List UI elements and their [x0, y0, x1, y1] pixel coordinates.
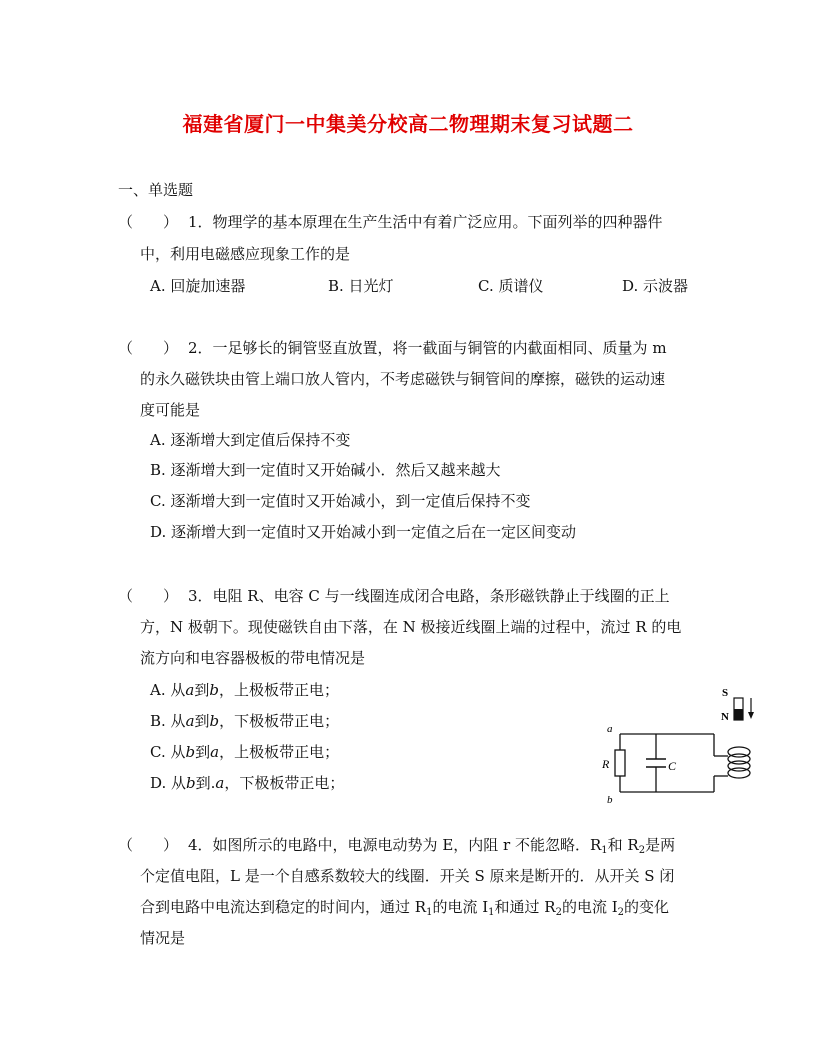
option-text: C. 从 [150, 743, 186, 761]
question-1-option-c: C. 质谱仪 [478, 277, 544, 295]
option-to: a [210, 743, 220, 761]
option-text: A. 从 [150, 681, 186, 699]
question-1-line-2: 中，利用电磁感应现象工作的是 [140, 245, 351, 263]
q4-text: 4．如图所示的电路中，电源电动势为 E，内阻 r 不能忽略．R [188, 836, 602, 854]
q4-text: 的变化 [624, 898, 670, 916]
question-4-paren: （ ） [118, 836, 179, 854]
question-2-option-c: C. 逐渐增大到一定值时又开始减小，到一定值后保持不变 [150, 492, 531, 510]
question-2-line-2: 的永久磁铁块由管上端口放人管内，不考虑磁铁与铜管间的摩擦，磁铁的运动速 [140, 370, 666, 388]
q4-sub: 1 [488, 907, 495, 918]
q4-sub: 2 [617, 907, 625, 918]
option-text: ，下极板带正电； [219, 712, 340, 730]
page-title: 福建省厦门一中集美分校高二物理期末复习试题二 [182, 112, 634, 136]
section-heading: 一、单选题 [118, 181, 194, 199]
label-s: S [722, 687, 729, 699]
q4-text: 和通过 R [494, 898, 556, 916]
label-r: R [602, 757, 610, 771]
falling-arrow-icon [748, 712, 754, 719]
q4-text: 和 R [607, 836, 639, 854]
q4-sub: 2 [555, 907, 562, 918]
question-3-paren: （ ） [118, 587, 179, 605]
resistor [615, 750, 625, 776]
question-3-option-d [150, 773, 344, 793]
magnet-n-pole [734, 709, 743, 720]
coil [728, 747, 750, 778]
question-2-option-d: D. 逐渐增大到一定值时又开始减小到一定值之后在一定区间变动 [150, 523, 577, 541]
label-a: a [607, 723, 613, 735]
question-2-line-3: 度可能是 [140, 401, 201, 419]
label-b: b [607, 794, 613, 806]
q4-text: 合到电路中电流达到稳定的时间内，通过 R [140, 898, 427, 916]
option-text: ，上极板带正电； [219, 743, 340, 761]
question-1-option-b: B. 日光灯 [328, 277, 394, 295]
option-to: a [215, 774, 225, 792]
question-3-option-a [150, 680, 339, 700]
option-text: 到 [194, 681, 210, 699]
option-text: B. 从 [150, 712, 186, 730]
option-from: a [185, 681, 195, 699]
question-4-line-4: 情况是 [140, 929, 186, 947]
question-4-line-2: 个定值电阻，L 是一个自感系数较大的线圈．开关 S 原来是断开的．从开关 S 闭 [140, 867, 675, 885]
q4-text: 的电流 I [432, 898, 489, 916]
q4-text: 的电流 I [561, 898, 618, 916]
q4-sub: 1 [601, 845, 608, 856]
option-text: ，下极板带正电； [224, 774, 345, 792]
question-4-line-3 [140, 897, 669, 923]
question-1-paren: （ ） [118, 213, 179, 231]
question-1-option-a: A. 回旋加速器 [150, 277, 246, 295]
option-text: 到. [195, 774, 216, 792]
question-3-line-1: 3．电阻 R、电容 C 与一线圈连成闭合电路，条形磁铁静止于线圈的正上 [188, 587, 670, 605]
q4-sub: 1 [426, 907, 433, 918]
q4-sub: 2 [638, 845, 646, 856]
question-2-line-1: 2．一足够长的铜管竖直放置，将一截面与铜管的内截面相同、质量为 m [188, 339, 667, 357]
option-text: ，上极板带正电； [218, 681, 339, 699]
question-3-option-c [150, 742, 339, 762]
option-text: 到 [195, 743, 211, 761]
circuit-figure [598, 680, 768, 806]
question-1-option-d: D. 示波器 [622, 277, 689, 295]
option-from: b [185, 743, 196, 761]
question-2-option-a: A. 逐渐增大到定值后保持不变 [150, 431, 351, 449]
question-2-paren: （ ） [118, 339, 179, 357]
label-n: N [721, 711, 729, 723]
question-3-line-3: 流方向和电容器极板的带电情况是 [140, 649, 366, 667]
question-4-line-1 [188, 835, 675, 861]
option-from: b [186, 774, 196, 792]
q4-text: 是两 [645, 836, 676, 854]
option-to: b [209, 712, 220, 730]
question-1-line-1: 1．物理学的基本原理在生产生活中有着广泛应用。下面列举的四种器件 [188, 213, 663, 231]
question-3-line-2: 方，N 极朝下。现使磁铁自由下落，在 N 极接近线圈上端的过程中，流过 R 的电 [140, 618, 682, 636]
question-3-option-b [150, 711, 339, 731]
option-from: a [185, 712, 195, 730]
label-c: C [668, 759, 677, 773]
question-2-option-b: B. 逐渐增大到一定值时又开始碱小．然后又越来越大 [150, 461, 501, 479]
option-text: D. 从 [150, 774, 187, 792]
option-to: b [209, 681, 219, 699]
option-text: 到 [194, 712, 210, 730]
